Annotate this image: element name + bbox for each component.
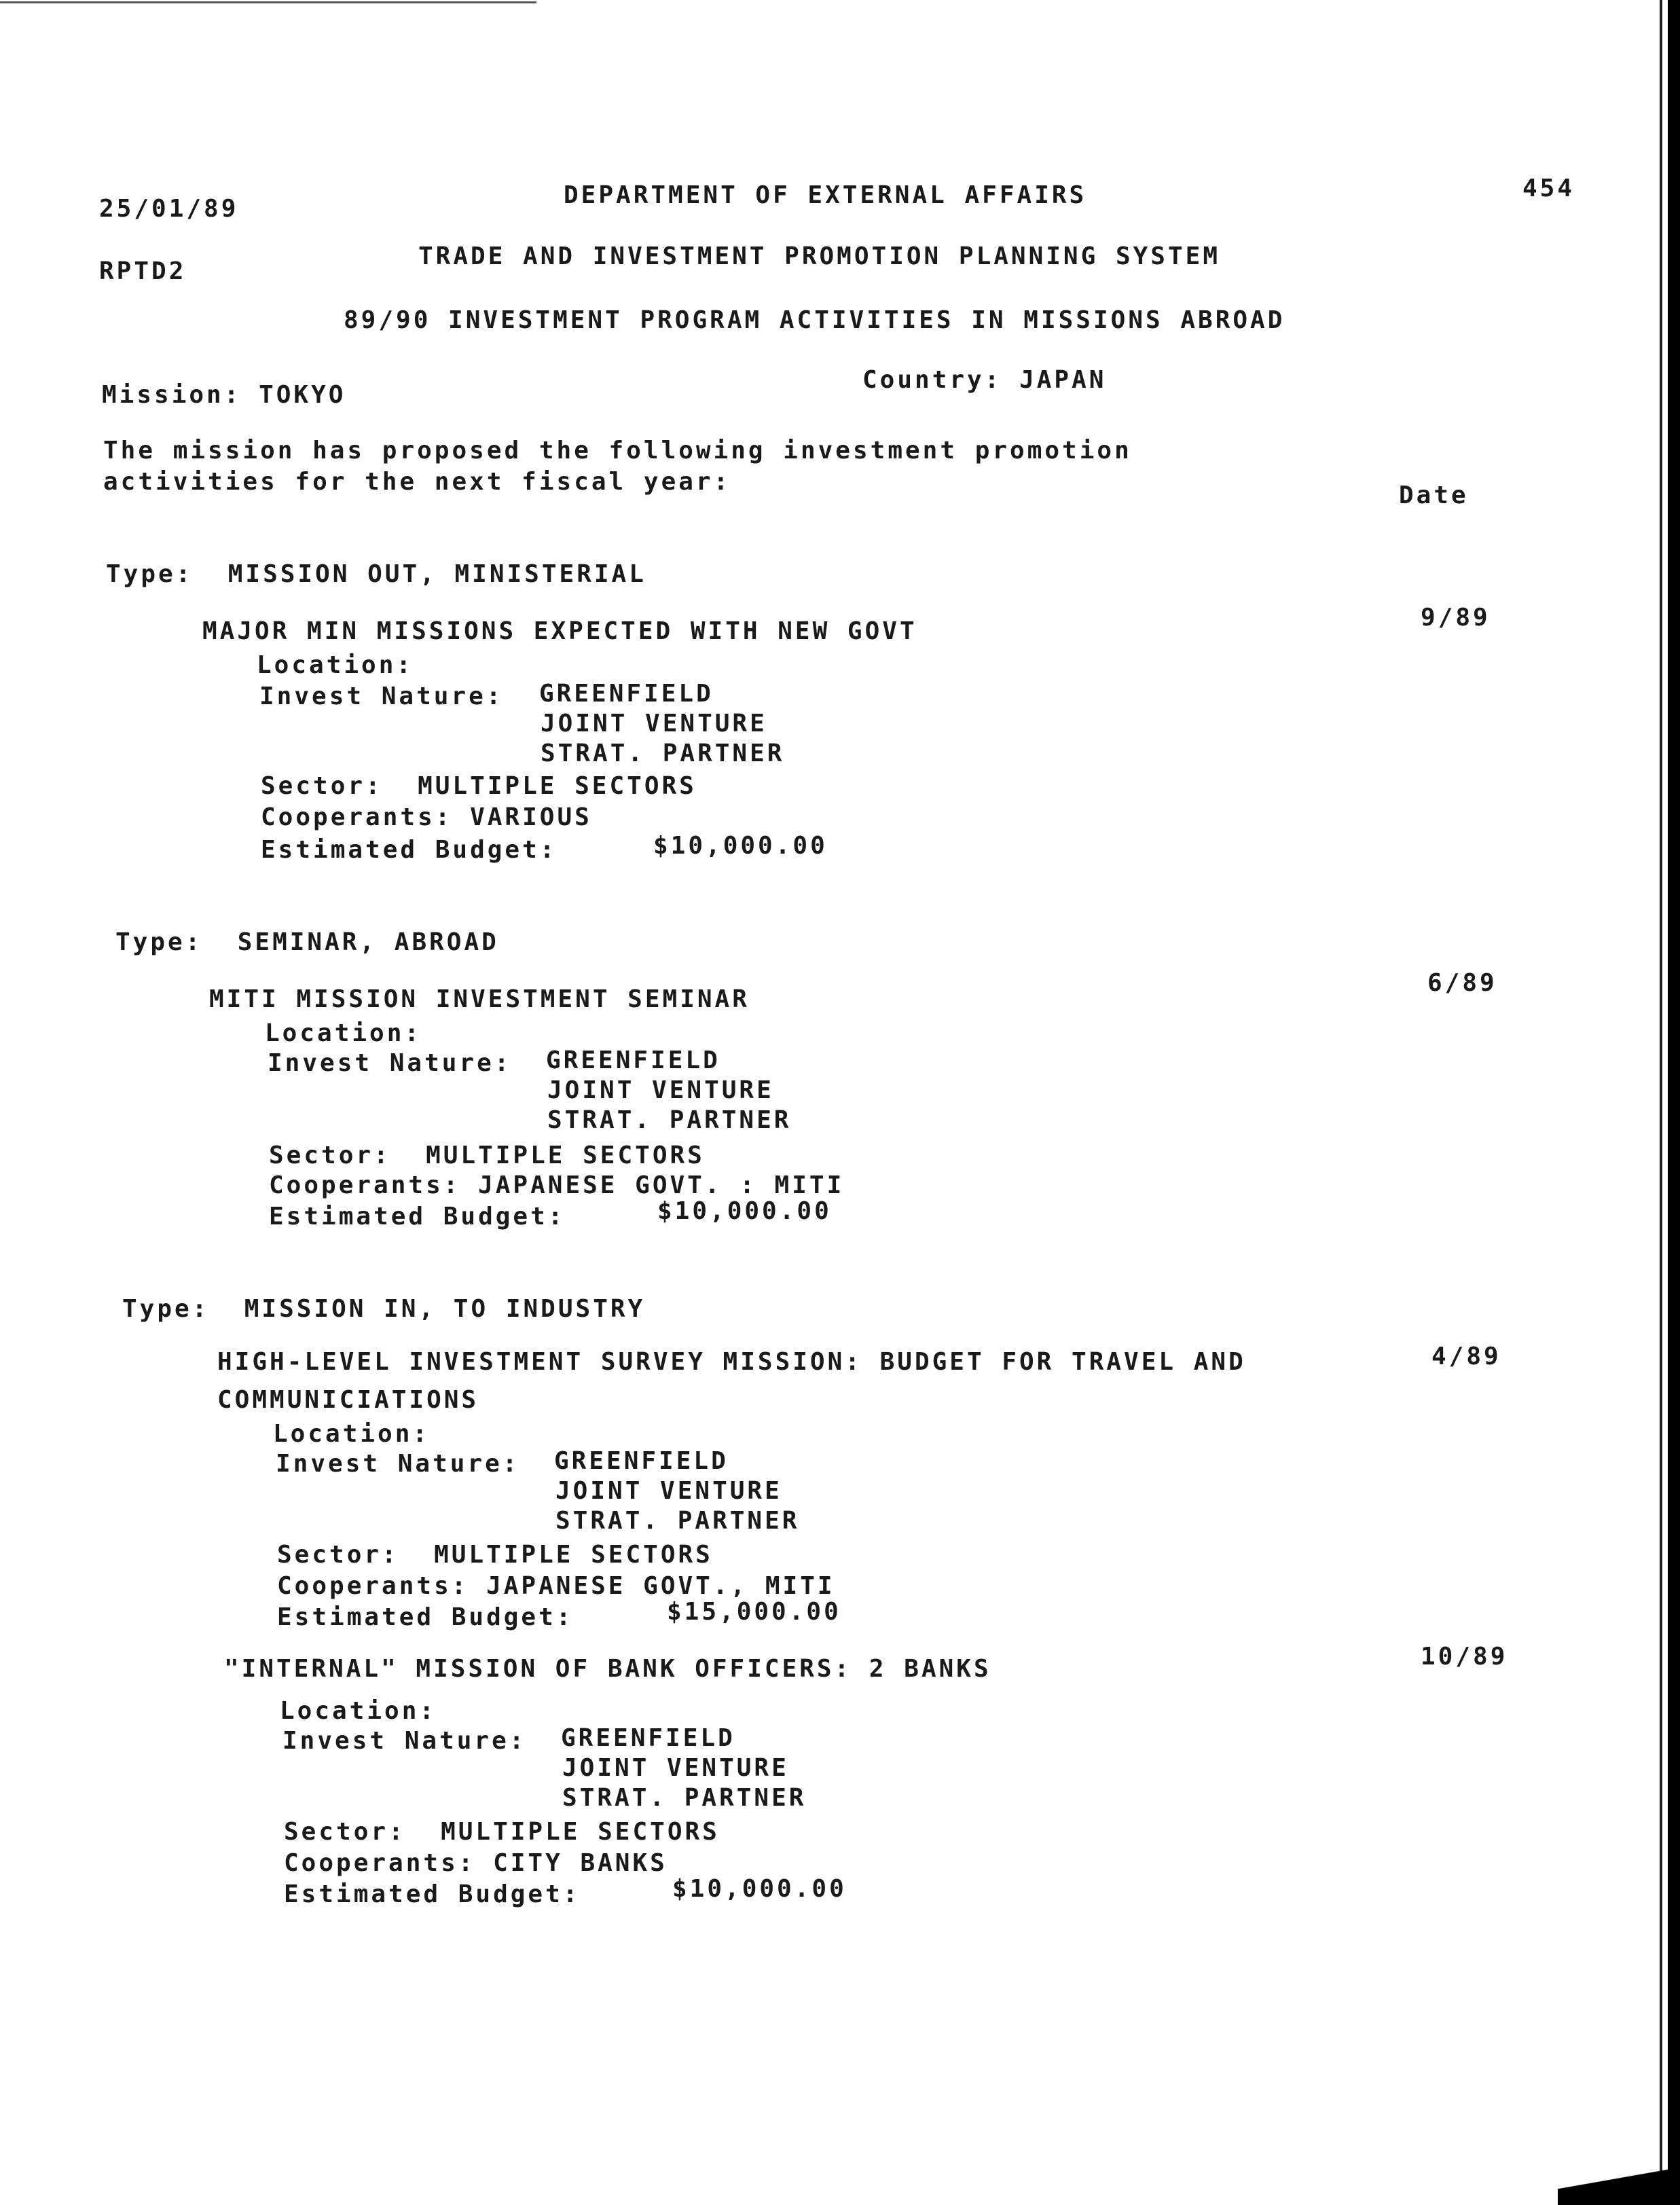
cooperants-field: Cooperants: JAPANESE GOVT. : MITI	[269, 1171, 845, 1199]
budget-label: Estimated Budget:	[277, 1603, 574, 1631]
invest-nature-value: STRAT. PARTNER	[541, 740, 785, 767]
top-rule	[0, 1, 536, 3]
department-name: DEPARTMENT OF EXTERNAL AFFAIRS	[564, 181, 1087, 209]
invest-nature-label: Invest Nature:	[268, 1049, 512, 1077]
budget-value: $10,000.00	[657, 1197, 832, 1225]
report-id: RPTD2	[99, 257, 187, 285]
location-label: Location:	[257, 651, 414, 679]
activity-title: MAJOR MIN MISSIONS EXPECTED WITH NEW GOVT	[202, 617, 917, 645]
budget-value: $10,000.00	[653, 832, 828, 860]
budget-label: Estimated Budget:	[284, 1880, 581, 1908]
location-label: Location:	[265, 1019, 422, 1047]
cooperants-field: Cooperants: JAPANESE GOVT., MITI	[277, 1572, 835, 1600]
activity-title-continued: COMMUNICIATIONS	[217, 1386, 479, 1414]
intro-line-2: activities for the next fiscal year:	[103, 468, 731, 496]
invest-nature-value: JOINT VENTURE	[555, 1477, 782, 1505]
page-edge-shadow	[1668, 0, 1680, 2205]
budget-label: Estimated Budget:	[269, 1203, 566, 1231]
budget-value: $10,000.00	[672, 1875, 847, 1903]
invest-nature-value: JOINT VENTURE	[541, 710, 767, 737]
invest-nature-value: GREENFIELD	[554, 1447, 729, 1475]
activity-date: 10/89	[1421, 1643, 1508, 1671]
invest-nature-value: STRAT. PARTNER	[547, 1106, 792, 1134]
section-type: Type: MISSION IN, TO INDUSTRY	[122, 1295, 646, 1323]
sector-field: Sector: MULTIPLE SECTORS	[261, 772, 697, 800]
mission-label: Mission: TOKYO	[102, 381, 346, 409]
activity-title: MITI MISSION INVESTMENT SEMINAR	[209, 985, 750, 1013]
intro-line-1: The mission has proposed the following investment promotion	[103, 437, 1132, 464]
budget-label: Estimated Budget:	[261, 836, 558, 864]
page-number: 454	[1522, 175, 1575, 202]
activity-title: "INTERNAL" MISSION OF BANK OFFICERS: 2 BANKS	[224, 1655, 991, 1683]
report-title: 89/90 INVESTMENT PROGRAM ACTIVITIES IN MISSIONS ABROAD	[344, 306, 1285, 334]
invest-nature-value: GREENFIELD	[546, 1046, 720, 1074]
invest-nature-label: Invest Nature:	[259, 682, 504, 710]
sector-field: Sector: MULTIPLE SECTORS	[269, 1142, 705, 1169]
invest-nature-value: STRAT. PARTNER	[555, 1507, 800, 1535]
activity-title: HIGH-LEVEL INVESTMENT SURVEY MISSION: BUDGET FOR TRAVEL AND	[217, 1348, 1246, 1376]
cooperants-field: Cooperants: CITY BANKS	[284, 1849, 668, 1877]
country-label: Country: JAPAN	[862, 366, 1107, 394]
cooperants-field: Cooperants: VARIOUS	[261, 803, 592, 831]
section-type: Type: MISSION OUT, MINISTERIAL	[106, 560, 646, 588]
page-corner-shadow	[1558, 2157, 1680, 2205]
location-label: Location:	[273, 1420, 431, 1448]
invest-nature-value: JOINT VENTURE	[562, 1754, 789, 1782]
budget-value: $15,000.00	[667, 1598, 841, 1626]
activity-date: 9/89	[1421, 604, 1491, 632]
invest-nature-value: GREENFIELD	[539, 680, 714, 708]
sector-field: Sector: MULTIPLE SECTORS	[277, 1541, 713, 1569]
date-column-header: Date	[1399, 481, 1469, 509]
invest-nature-label: Invest Nature:	[282, 1727, 527, 1755]
activity-date: 4/89	[1431, 1343, 1501, 1370]
invest-nature-value: STRAT. PARTNER	[562, 1784, 807, 1812]
activity-date: 6/89	[1427, 969, 1497, 997]
page-edge-line	[1660, 0, 1662, 2205]
location-label: Location:	[280, 1697, 437, 1725]
invest-nature-value: GREENFIELD	[561, 1724, 735, 1752]
invest-nature-value: JOINT VENTURE	[547, 1076, 774, 1104]
report-date: 25/01/89	[99, 195, 239, 223]
sector-field: Sector: MULTIPLE SECTORS	[284, 1818, 720, 1846]
invest-nature-label: Invest Nature:	[276, 1450, 520, 1478]
section-type: Type: SEMINAR, ABROAD	[115, 928, 499, 956]
system-name: TRADE AND INVESTMENT PROMOTION PLANNING SYSTEM	[418, 242, 1220, 270]
